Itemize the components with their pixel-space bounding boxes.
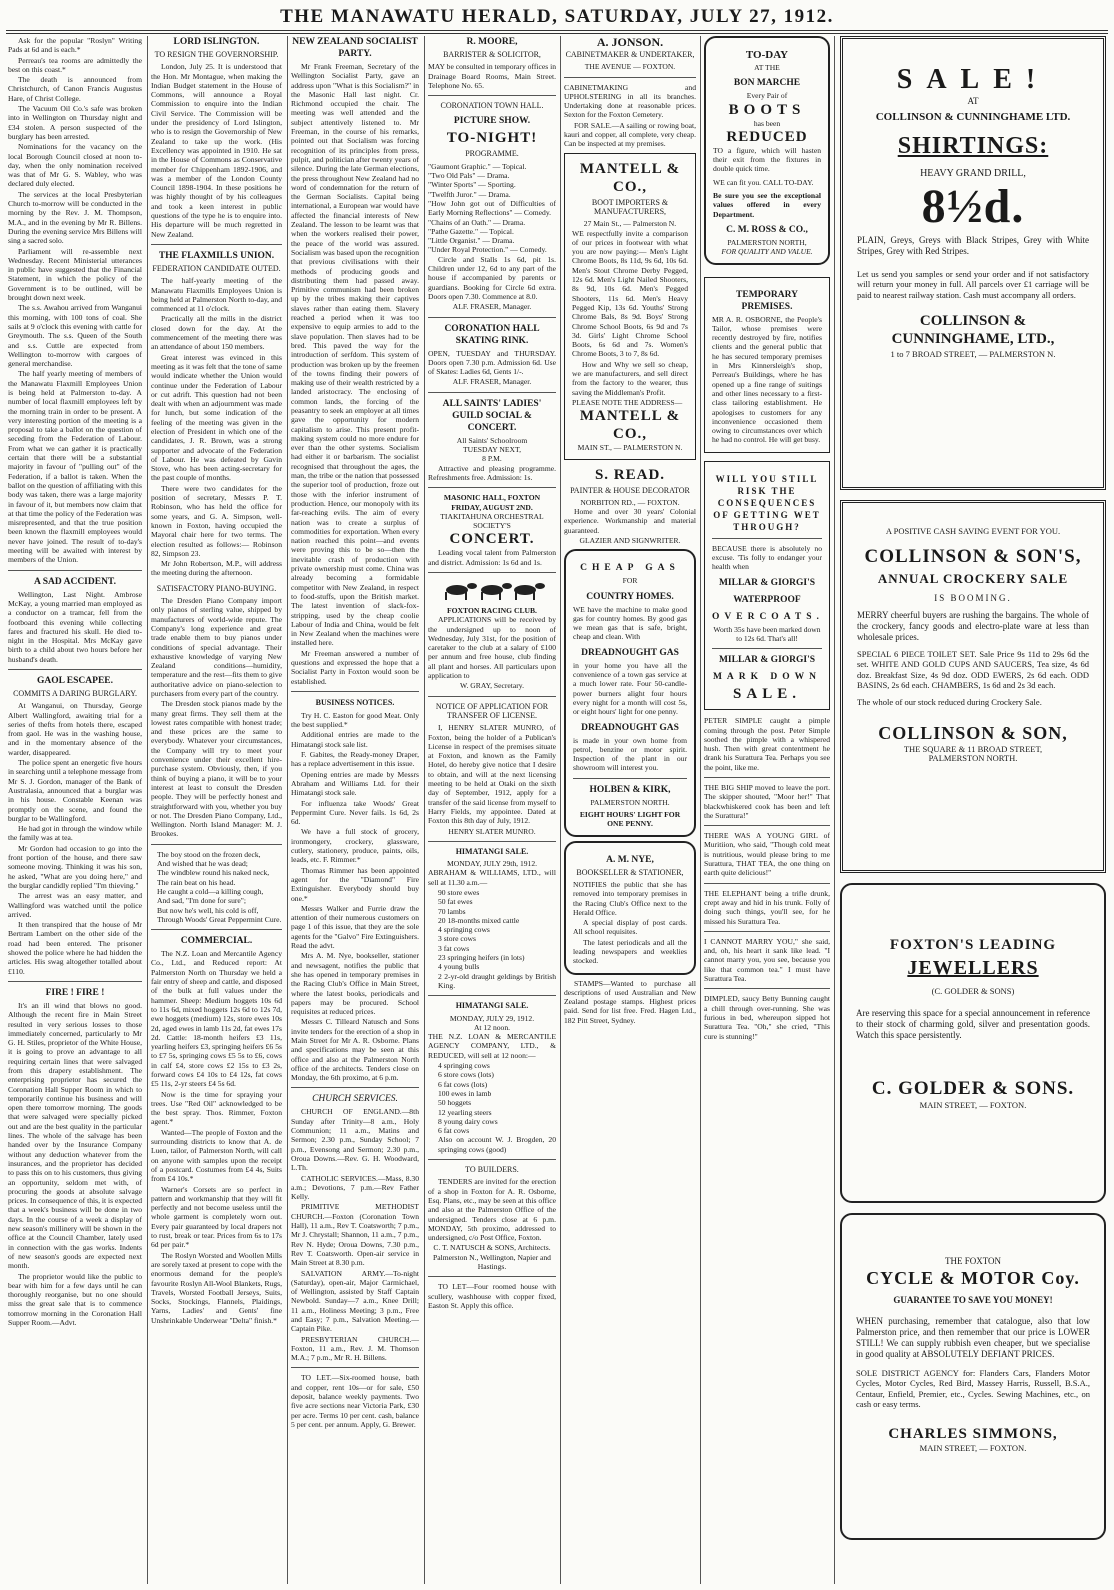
separator [573,778,687,779]
sale-item: 6 fat cows [438,1126,470,1136]
paragraph: Opening entries are made by Messrs Abraham and Williams Ltd. for their Himatangi stock sale. [291,769,419,798]
ad-crockery-sale: ANNUAL CROCKERY SALE [877,571,1069,587]
sale-item: 12 yearling steers [438,1107,492,1117]
poem-line: But now he's well, his cold is off, [157,905,259,915]
separator [8,981,142,982]
separator [428,696,556,697]
sale-date: MONDAY, JULY 29, 1912. [449,1013,535,1023]
ad-concert-title: CONCERT. [449,531,535,548]
ad-gas-brand-repeat: DREADNOUGHT GAS [581,722,679,733]
separator [704,883,830,884]
ad-social-place: All Saints' Schoolroom [456,435,528,445]
separator [428,841,556,842]
paragraph: The half yearly meeting of members of the Manawatu Flaxmill Employees Union is being held at Palmerston to-day. A number of local flaxmill employees left by the morning train in order to be present. A very interesting portion of the meeting is a proposal to take a ballot on the question of seceding from the Federation of Labour. From what we can gather it is practically certain that there will be a substantial majority in favour of "pulling out" of the Federation, if a ballot is taken. When the ballot on the question of affiliating with this body was taken, there was a large majority in favour of it, but members now claim that at that time the policy of the Federation was misrepresented, and that the true position been known the flaxmill employees would never have joined. The result of to-day's meeting will be awaited with interest by members of the Union. [8,369,142,565]
separator [712,538,822,539]
ad-read-footer: GLAZIER AND SIGNWRITER. [579,535,681,545]
paragraph: SOLE DISTRICT AGENCY for: Flanders Cars, Flanders Motor Cycles, Motor Cycles, Red Bird, Massey Harris, Russell, B.S.A., Centaur, Enfield, Premier, etc., Cycles. Sewing Machines, etc., on cash or easy terms. [856,1367,1090,1410]
paragraph: Mrs A. M. Nye, bookseller, stationer and newsagent, notifies the public that she has opened in temporary premises in the Racing Club's Office in Main Street, where the latest books, periodicals and papers may be procured. School requisites at reduced prices. [291,951,419,1017]
ad-concert-society: TIAKITAHUNA ORCHESTRAL SOCIETY'S [440,511,544,531]
ad-moore-name: R. MOORE, [466,37,518,47]
article-heading: CHURCH SERVICES. [312,1094,398,1105]
ad-racing-title: FOXTON RACING CLUB. [447,605,537,615]
ad-sale-at: AT [967,96,979,106]
paragraph: F. Gabites, the Ready-money Draper, has a replace advertisement in this issue. [291,750,419,769]
ad-temp-title: TEMPORARY PREMISES. [736,289,798,312]
paragraph: Messrs Walker and Furrie draw the attention of their numerous customers on page 1 of this issue, that they are the sole agents for the "Galvo" Fire Extinguishers. Read the advt. [291,903,419,951]
ad-firm-address: 1 to 7 BROAD STREET, — PALMERSTON N. [890,349,1056,360]
ad-millar-name-repeat: MILLAR & GIORGI'S [718,655,816,666]
sale-title: HIMATANGI SALE. [455,1001,529,1011]
paragraph: APPLICATIONS will be received by the undersigned up to noon of Wednesday, July 31st, for the position of caretaker to the club at a salary of £100 per annum and free house, club finding all plant and horses. All particulars upon application to [428,615,556,681]
ad-shirtings: SHIRTINGS: [897,133,1049,160]
ad-jonson-address: THE AVENUE — FOXTON. [584,62,676,72]
article-subheading: FEDERATION CANDIDATE OUTED. [152,263,281,273]
masthead-rule [6,30,1108,31]
paragraph: For influenza take Woods' Great Peppermint Cure. Never fails. 1s 6d, 2s 6d. [291,798,419,827]
separator [704,777,830,778]
paragraph: PRIMITIVE METHODIST CHURCH.—Foxton (Coronation Town Hall), 11 a.m., Rev T. Coatsworth; 7 p.m., Mr J. Chrystall; Shannon, 11 a.m., 7 p.m., Rev N. Hyde; Oroua Downs, 7.30 p.m., Rev T. Coatsworth. Open-air service in Main Street at 8.30 p.m. [291,1202,419,1268]
paragraph: The s.s. Awahou arrived from Wanganui this morning, with 100 tons of coal. She sails at 9 o'clock this evening with cattle for Greymouth. The s.s. Queen of the South and s.s. Cuttle are expected from Wellington to-morrow with cargoes of general merchandise. [8,303,142,369]
programme-item: "Winter Sports" — Sporting. [428,180,516,190]
article-heading: THE FLAXMILLS UNION. [158,250,275,261]
ad-holben-address: PALMERSTON NORTH. [590,797,670,807]
separator [8,570,142,571]
ad-read-address: NORBITON RD., — FOXTON. [580,497,680,507]
programme-item: "How John got out of Difficulties of Early Morning Reflections" — Comedy. [428,198,556,218]
ad-golder-jewellers: JEWELLERS [907,957,1039,979]
paragraph: He had got in through the window while the family was at tea. [8,824,142,843]
paragraph: Warner's Corsets are so perfect in pattern and workmanship that they will fit perfectly and not become useless until the whole garment is completely worn out. Every pair guaranteed by local drapers not to rust, break or tear. Prices from 6s to 17s 6d per pair.* [151,1184,282,1250]
ad-concert-venue: MASONIC HALL, FOXTON FRIDAY, AUGUST 2ND. [443,493,541,512]
ad-ross-address: PALMERSTON NORTH, [727,237,807,247]
ad-ross-name: C. M. ROSS & CO., [726,224,808,235]
classified-ad: STAMPS—Wanted to purchase all descriptions of used Australian and New Zealand postage stamps. Highest prices paid. Send for list free. Fred. Hagen Ltd., 182 Pitt Street, Sydney. [564,978,696,1025]
paragraph: The police spent an energetic five hours in searching until a telephone message from Mr S. J. Gordon, manager of the Bank of Australasia, announced that a burglar was in his house. Constable Keenan was promptly on the scene, and found the burglar to be Wallingford. [8,758,142,823]
ad-millar-name: MILLAR & GIORGI'S [718,577,816,588]
separator [291,1087,419,1088]
separator [428,995,556,996]
ad-ross-tagline: FOR QUALITY AND VALUE. [721,247,813,257]
ad-cycle-motor [840,1213,1106,1540]
paragraph: The N.Z. Loan and Mercantile Agency Co., Ltd., and Reduced report: At Palmerston North on Thursday we held a fair entry of sheep and cattle, and disposed of the bulk at full values under the hammer. Sheep: Medium hoggets 10s 6d to 11s 6d, mixed hoggets 12s 6d to 12s 7d, ewe hoggets (medium) 12s, store ewes 10s 2d, aged ewes in lamb 11s 2d, fat ewes 17s 2d. Cattle: 18-month heifers £3 11s, yearling heifers £3, springing heifers £6 5s to £7 5s, springing cows £5 5s to £6, cows in calf £4, store cows £2 15s to £3 2s, forward cows £4 10s to £4 12s, fat cows £5 11s, 2-yr steers £4 5s 6d. [151,949,282,1089]
column-6 [704,36,830,1584]
paragraph: WHEN purchasing, remember that catalogue, also that low Palmerston price, and then remember that our price is LOWER STILL! We can supply rubbish even cheaper, but we specialise in good quality at ABSOLUTELY DEFIANT PRICES. [856,1315,1090,1359]
article-heading: BUSINESS NOTICES. [315,697,395,707]
paragraph: Thomas Rimmer has been appointed agent for the "Diamond" Fire Extinguisher. Everybody should buy one.* [291,865,419,903]
ad-social-time: 8 P.M. [482,454,502,464]
ad-booming: IS BOOMING. [934,593,1012,604]
programme-item: "Twelfth Juror." — Drama. [428,189,511,199]
paragraph: WE have the machine to make good gas for country homes. By good gas we mean gas that is safe, bright, cheap and clean. With [573,604,687,642]
separator [712,648,822,649]
separator [428,317,556,318]
paragraph: The proprietor would like the public to bear with him for a few days until he can thoroughly reorganise, but no one should miss the great sale that is to commence tomorrow morning in the Coronation Hall Supper Room.—Advt. [8,1271,142,1327]
sale-item: 23 springing heifers (in lots) [438,953,525,963]
paragraph: Ask for the popular "Roslyn" Writing Pads at 6d and is each.* [8,36,142,55]
separator [291,1367,419,1368]
ad-cycle-name: CYCLE & MOTOR Coy. [866,1268,1080,1289]
column-5 [564,36,696,1584]
paragraph: Home and over 30 years' Colonial experience. Workmanship and material guaranteed. [564,507,696,535]
paragraph: PRESBYTERIAN CHURCH.—Foxton, 11 a.m., Rev. J. M. Thomson M.A.; 7 p.m., Mr R. H. Billens. [291,1334,419,1363]
paragraph: WE can fit you. CALL TO-DAY. [713,177,814,187]
ad-millar-headline: WILL YOU STILL RISK THE CONSEQUENCES OF GETTING WET THROUGH? [713,473,821,532]
sale-item: 70 lambs [438,906,466,916]
notice-title: NOTICE OF APPLICATION FOR TRANSFER OF LICENSE. [435,701,549,720]
paragraph: is made in your own home from petrol, benzine or motor spirit. Inspection of the plant in our showroom will interest you. [573,735,687,773]
ad-cs-name: COLLINSON & SON'S, [864,546,1082,568]
programme-item: "Chains of an Oath." — Drama. [428,217,526,227]
sale-date: MONDAY, JULY 29th, 1912. [446,859,538,869]
paragraph: I, HENRY SLATER MUNRO, of Foxton, being the holder of a Publican's License in respect of the premises situate at Foxton, and known as the Family Hotel, do hereby give notice that I desire to obtain, and will at the next licensing meeting to be held at Otaki on the sixth day of September, 1912, apply for a transfer of the said license from myself to Harry Fields, my appointee. Dated at Foxton this 8th day of July, 1912. [428,723,556,826]
paragraph: Be sure you see the exceptional values offered in every Department. [713,191,821,219]
article-heading: A SAD ACCIDENT. [34,576,116,587]
programme-list [428,162,556,255]
paragraph: CABINETMAKING and UPHOLSTERING in all its branches. Undertaking done at reasonable prices. Sexton for the Foxton Cemetery. [564,82,696,120]
ad-sale-title: SALE! [896,64,1050,95]
ad-cheap-gas [564,549,696,836]
paragraph: Mr Freeman answered a number of questions and expressed the hope that a Socialist Party in Foxton would soon be established. [291,648,419,686]
paragraph: Mr Frank Freeman, Secretary of the Wellington Socialist Party, gave an address upon "What is this Socialism?" in the Masonic Hall last night. Cr. Richmond occupied the chair. The meeting was well attended and the subject attentively listened to. Mr Freeman, in the course of his remarks, pointed out that Socialism was forcing recognition of its principles from press, pulpit, and politician after twenty years of silence. During the late German elections, the press throughout New Zealand had no word of condemnation for the return of the German Socialists. Capital being international, a European war would have affected the financial interests of New Zealand. The lesson to be learnt was that when the workers realised their power, the peace of the world was assured. Socialism was based upon the recognition that previous civilisations with their methods of producing goods and distributing them had passed away. Primitive communism had been broken up by the tribes making their captives slaves rather than eating them. Slavery reached a period when it was too expensive to equip armies to add to the slave population. Then slaves had to be bred. This paved the way for the introduction of serfdom. This system of production was broken up by the freemen of the towns finding their powers of making use of their wealth restricted by a landed aristocracy. The enclosing of common lands, the forcing of the peasantry to seek an employer at all times gave the opportunity for modern capitalism to arise. This present profit-making system could no more endure for ever than the other systems. Socialism had either it or barbarism. The socialist recognised that throughout the ages, the man, the tribe or the nation that possessed the superior tool of production, froze out those with the inferior instrument of production. Hence, our monopoly with its far-reaching evils. The aim of every nation was to create a surplus of commodities for exportation. When every nation reached this point—and events were proving this to be so—then the inevitable crash of production with private ownership must come. China was already becoming a formidable competitor with New Zealand, in respect to food-stuffs, upon the British market. The latest invention of slack-fox-stripping, used by the cheap coolie Labour of India and China, would be felt in New Zealand when the machines were installed here. [291,62,419,648]
ad-millar-giorgi [704,461,830,710]
article-subheading: TO RESIGN THE GOVERNORSHIP. [154,50,279,59]
column-divider [560,36,561,1584]
article-subheading: SATISFACTORY PIANO-BUYING. [156,583,277,593]
ad-read-name: S. READ. [594,466,666,483]
ad-golder-firm: (C. GOLDER & SONS) [931,986,1015,996]
ad-cs-name-repeat: COLLINSON & SON, [878,723,1068,744]
sale-item: 2 2-yr-old draught geldings by British King. [438,971,556,990]
ad-cs-city: PALMERSTON NORTH. [928,753,1018,764]
ad-moore-role: BARRISTER & SOLICITOR, [443,50,541,59]
poem-line: The rain beat on his head. [157,877,236,887]
classified-ad: TO LET—Four roomed house with scullery, washhouse with copper fixed, Easton St. Apply this office. [428,1282,556,1310]
separator [428,1159,556,1160]
column-2 [151,36,282,1584]
paragraph: Wellington, Last Night. Ambrose McKay, a young married man employed as a conductor on a tramcar, fell from the footboard this evening while collecting fares and fractured his skull. He died to-night in the Hospital. Mrs McKay gave birth to a child about two hours before her husband's death. [8,589,142,664]
signature: W. GRAY, Secretary. [460,681,524,691]
paragraph: The half-yearly meeting of the Manawatu Flaxmills Employees Union is being held at Palmerston North to-day, and commenced at 11 o'clock. [151,276,282,314]
paragraph: TENDERS are invited for the erection of a shop in Foxton for A. R. Osborne, Esq. Plans, etc., may be seen at this office and also at the Palmerston Office of the undersigned. Tenders close at 6 p.m. MONDAY, 5th proximo, addressed to undersigned, c/o Post Office, Foxton. [428,1177,556,1243]
ad-simmons-address: MAIN STREET, — FOXTON. [919,1442,1027,1453]
paragraph: It's an ill wind that blows no good. Although the recent fire in Main Street resulted in very serious losses to those immediately concerned, particularly to Mr G. H. Stiles, proprietor of the White House, it is going to prove an advantage to all requiring certain lines that were salvaged from this drapery establishment. The enterprising proprietor has secured the Coronation Hall Supper Room in which to temporarily continue his business and will open there tomorrow morning. The goods that were salvaged were specially picked out and are the best quality in the particular lines. The whole of the salvage has been handed over by the Insurance Company without any deduction whatever from the insurances, and the proprietor has decided to pass this on to his customers, thus giving an opportunity, seldom met with, of procuring the goods at absolute salvage prices. In consequence of this, it is expected that a week's business will be done in two days. In the course of a week a display of new season's millinery will be shown in the office at the Council Chamber, lately used in connection with the gas works. Indents of new season's goods are expected next month. [8,1000,142,1271]
paragraph: FOR SALE.—A sailing or rowing boat, kauri and copper, all complete, very cheap. Can be inspected at my premises. [564,120,696,149]
paragraph: Worth 35s have been marked down to 12s 6d. That's all! [713,624,821,643]
paragraph: THE N.Z. LOAN & MERCANTILE AGENCY COMPANY, LTD., & REDUCED, will sell at 12 noon:— [428,1032,556,1060]
separator [151,844,282,845]
ad-jonson-role: CABINETMAKER & UNDERTAKER, [565,50,695,59]
column-divider [287,36,288,1584]
ad-golder-name: C. GOLDER & SONS. [871,1078,1075,1100]
ad-mantell-address: 27 Main St., — Palmerston N. [583,219,677,229]
ad-collinson-cunninghame [840,36,1106,490]
column-divider [700,36,701,1584]
sale-item: 6 fat cows (lots) [438,1079,488,1089]
ad-social-title: ALL SAINTS' LADIES' GUILD SOCIAL & CONCERT. [442,398,542,433]
separator [151,244,282,245]
notice-title: TO BUILDERS. [465,1165,519,1175]
address: Palmerston N., Wellington, Napier and Hastings. [433,1252,551,1271]
ad-simmons-name: CHARLES SIMMONS, [888,1425,1058,1442]
paragraph: OPEN, TUESDAY and THURSDAY. Doors open 7.30 p.m. Admission 6d. Use of Skates: Ladies 6d, Gents 1/-. [428,348,556,377]
paragraph: Mr Gordon had occasion to go into the front portion of the house, and there saw someone moving. Thinking it was his son, he asked, "What are you doing here," and the burglar candidly replied "I'm thieving." [8,843,142,890]
separator [428,1276,556,1277]
sale-item: Also on account W. J. Brogden, 20 springing cows (good) [438,1135,556,1154]
column-7 [840,36,1106,1584]
masthead: THE MANAWATU HERALD, SATURDAY, JULY 27, 1912. [280,6,834,27]
sale-item: 6 store cows (lots) [438,1070,494,1080]
separator [428,95,556,96]
paragraph: CATHOLIC SERVICES.—Mass, 8.30 a.m.; Devotions, 7 p.m.—Rev Father Kelly. [291,1173,419,1202]
paragraph: The Dresden Piano Company import only pianos of sterling value, shipped by manufacturers of world-wide repute. The Company's long experience and great trade enable them to buy pianos under conditions of special advantage. Their exhaustive knowledge of varying New Zealand conditions—humidity, temperature and the rest—fits them to give authoritative advice on piano-selection to purchasers from every part of the country. [151,596,282,698]
column-divider [834,36,835,1584]
surattura-jingles [704,716,830,1041]
paragraph: Let us send you samples or send your order and if not satisfactory will return your money in full. All parcels over £1 carriage will be paid to nearest railway station. Cash must accompany all orders. [857,268,1089,300]
paragraph: How and Why we sell so cheap, we are manufacturers, and sell direct from the factory to the wearer, thus saving the Middleman's Profit. [572,359,688,397]
paragraph: Practically all the mills in the district closed down for the day. At the commencement of the meeting there was an attendance of about 150 members. [151,314,282,352]
paragraph: We have a full stock of grocery, ironmongery, crockery, glassware, cutlery, stationery, produce, paints, oils, leads, etc. F. Rimmer.* [291,827,419,865]
ad-bon-reduced: REDUCED [726,128,808,145]
ad-bon-atthe: AT THE [754,63,780,72]
separator [151,929,282,930]
ad-jonson-name: A. JONSON. [596,36,664,49]
column-1 [8,36,142,1584]
ad-nye-role: BOOKSELLER & STATIONER, [576,867,684,877]
paragraph: WE respectfully invite a comparison of our prices in footwear with what you are now paying:— Men's Light Chrome Boots, 8s 11d, 9s 6d, 10s 6d. Men's Stout Chrome Derby Pegged, 12s 6d. Men's Light Nailed Shooters, 8s 9d, 10s 6d. Men's Pegged Shooters, 11s 6d. Men's Heavy Pegged Kip, 13s 6d. Youths' Strong Chrome Bals, 8s 9d. Boys' Strong Chrome School Boots, 6s 9d and 7s 3d. Girls' Light Chrome School Boots, 6s 6d and 7s. Women's Chrome Boots, 3 to 7, 8s 6d. [572,228,688,359]
sale-item: 20 18-months mixed cattle [438,915,520,925]
news-briefs [8,36,142,565]
ad-cycle-the: THE FOXTON [944,1256,1002,1266]
ad-cash-event: A POSITIVE CASH SAVING EVENT FOR YOU. [885,526,1061,536]
article-subheading: COMMITS A DARING BURGLARY. [13,689,137,698]
ad-gas-for: FOR [622,576,638,586]
sale-title: HIMATANGI SALE. [455,846,529,856]
ad-drill: HEAVY GRAND DRILL, [920,168,1026,180]
poem [151,850,282,924]
sale-item: 100 ewes in lamb [438,1088,492,1098]
ad-bon-marche [704,36,830,265]
paragraph: ABRAHAM & WILLIAMS, LTD., will sell at 11.30 a.m.— [428,868,556,887]
ad-cycle-guarantee: GUARANTEE TO SAVE YOU MONEY! [893,1295,1053,1306]
poem-line: And sad, "I'm done for sure"; [157,896,246,906]
separator [8,669,142,670]
paragraph: MERRY cheerful buyers are rushing the bargains. The whole of the crockery, fancy goods and electro-plate ware at less than wholesale prices. [857,609,1089,642]
ad-bon-boots: BOOTS [728,101,806,118]
ad-mantell-address-repeat: MAIN ST., — PALMERSTON N. [577,443,683,453]
ad-holben-tagline: EIGHT HOURS' LIGHT FOR ONE PENNY. [579,810,681,829]
ad-mantell-name: MANTELL & CO., [579,160,681,195]
paragraph: The latest periodicals and all the leading newspapers and weeklies stocked. [573,937,687,966]
poem-line: He caught a cold—a killing cough, [157,886,264,896]
separator [564,77,696,78]
sale-item: 4 springing cows [438,925,490,935]
paragraph: Perreau's tea rooms are admittedly the best on this coast.* [8,55,142,74]
sale-item: 3 store cows [438,934,476,944]
jingle: PETER SIMPLE caught a pimple coming through the post. Peter Simple soothed the pimple with a whispered hush. Then with great contentment he drank his Surattura Tea. Perhaps you see the point, like me. [704,716,830,772]
jingle: DIMPLED, saucy Betty Bunning caught a chill through over-running. She was furious in bed, whereupon sipped hot Surattura Tea. "Oh," she cried, "This cure is stunning!" [704,994,830,1041]
sale-item: 4 springing cows [438,1061,490,1071]
ad-golder-leading: FOXTON'S LEADING [889,937,1057,953]
paragraph: The services at the local Presbyterian Church to-morrow will be conducted in the morning by the Rev. J. M. Thompson, M.A., and in the evening by Mr R. Billens. During the evening service Mrs Billens will sing a sacred solo. [8,189,142,246]
paragraph: Wanted—The people of Foxton and the surrounding districts to know that A. de Luen, tailor, of Palmerston North, will call on anyone with samples upon the receipt of a postcard. Costumes from £4 4s, Suits from £4 10s.* [151,1127,282,1184]
sale-item: 3 fat cows [438,943,470,953]
column-4 [428,36,556,1584]
ad-bon-today: TO-DAY [745,49,789,61]
masthead-rule-2 [6,33,1108,34]
paragraph: Leading vocal talent from Palmerston and district. Admission: 1s 6d and 1s. [428,548,556,567]
ad-gas-brand: DREADNOUGHT GAS [581,647,679,658]
paragraph: in your home you have all the convenience of a town gas service at a much lower rate. Four 50-candle-power burners alight four hours every night for a month will cost 5s, or eight hours' light for one penny. [573,660,687,717]
jingle: I CANNOT MARRY YOU," she said, and, oh, his heart it sank like lead. "I cannot marry you, you see, because you like that common tea." I must have Surattura Tea. [704,936,830,984]
ad-bon-every: Every Pair of [746,91,788,101]
ad-millar-overcoats: OVERCOATS. [712,611,824,622]
paragraph: The Roslyn Worsted and Woollen Mills are sorely taxed at present to cope with the enormous demand for the people's favourite Roslyn All-Wool Blankets, Rugs, Travels, Worsted Football Jerseys, Suits, Socks, Stockings, Flannels, Plaidings, Yarns, Ladies' and Gents' fine Unshrinkable Underwear "Delta" finish.* [151,1250,282,1325]
signature: ALF. FRASER, Manager. [452,377,532,387]
paragraph: London, July 25. It is understood that the Hon. Mr Montague, when making the Indian Budget statement in the House of Commons, will announce a Royal Commission to enquire into the Indian Civil Service. The Commission will be under the presidency of Lord Islington, who is to resign the Governorship of New Zealand to take up the work. (His Excellency was appointed in 1910. He sat in the House of Commons as Conservative member for Chippenham 1892-1906, and was a member of the London County Council 1898-1904. In these positions he was highly thought of by his colleagues and took a keen interest in public questions of the type he is to enquire into. His departure will be much regretted in New Zealand. [151,62,282,239]
sale-item: 90 store ewes [438,888,480,897]
paragraph: TO a figure, which will hasten their exit from the fixtures in double quick time. [713,145,821,174]
ad-temporary-premises [704,277,830,453]
sale-item: 4 young bulls [438,962,480,972]
paragraph: Parliament will re-assemble next Wednesday. Recent Ministerial utterances in public have suggested that the Financial Statement, in which the policy of the Government is to be outlined, will be brought down next week. [8,246,142,303]
paragraph: BECAUSE there is absolutely no excuse. 'Tis folly to endanger your health when [712,543,822,572]
paragraph: It then transpired that the house of Mr Bertram Lambert on the other side of the road had been entered. The prisoner showed the police where he had hidden the articles. His swag altogether totalled about £110. [8,920,142,976]
ad-millar-waterproof: WATERPROOF [733,594,801,605]
ad-millar-sale: SALE. [733,686,801,703]
paragraph: A special display of post cards. All school requisites. [573,918,687,937]
sale-list [428,888,556,990]
ad-golder-address: MAIN STREET, — FOXTON. [919,1100,1027,1111]
ad-picture-tonight: TO-NIGHT! [446,130,538,147]
poem-line: Through Woods' Great Peppermint Cure. [157,914,282,924]
ad-social-date: TUESDAY NEXT, [463,445,521,455]
paragraph: PLAIN, Greys, Greys with Black Stripes, Grey with White Stripes, Grey with Red Stripes. [857,234,1089,256]
paragraph: Circle and Stalls 1s 6d, pit 1s. Children under 12, 6d to any part of the house if accompanied by parents or guardians. Booking for Circle 6d extra. Doors open 7.30. Commence at 8.0. [428,254,556,301]
column-3 [291,36,419,1584]
programme-item: "Pathe Gazette." — Topical. [428,226,514,236]
column-divider [424,36,425,1584]
paragraph: Great interest was evinced in this meeting as it was felt that the tone of same would indicate whether the Union would continue under the Federation of Labour or cut adrift. This question had not been dealt with when an adjournment was made for lunch, but some indication of the feeling of the meeting was given in the election of President in which one of the candidates, J. R. Brown, was a strong supporter and advocate of the Federation of Labour. He was defeated by Gavin Stove, who has been acting-secretary for the past couple of months. [151,352,282,483]
ad-mantell [564,153,696,460]
paragraph: The death is announced from Christchurch, of Canon Francis Augustus Hare, of Christ College. [8,75,142,103]
programme-item: "Gaumont Graphic." — Topical. [428,161,527,171]
paragraph: Try H. C. Easton for good Meat. Only the best supplied.* [291,710,419,730]
article-heading: COMMERCIAL. [180,936,253,947]
separator [704,931,830,932]
poem-line: The windblew round his naked neck, [157,868,270,878]
ad-nye-name: A. M. NYE, [606,854,654,865]
paragraph: Messrs C. Tilleard Natusch and Sons invite tenders for the erection of a shop in Main Street for Mr A. R. Osborne. Plans and specifications may be seen at this office and also at the Palmerston North office of the architects. Tenders close on Monday, the 6th proximo, at 6 p.m. [291,1017,419,1083]
paragraph: At Wanganui, on Thursday, George Albert Wallingford, awaiting trial for a series of thefts from hotels there, escaped from gaol. He was in the washing house, and in the momentary absence of the warder, disappeared. [8,701,142,757]
column-divider [147,36,148,1584]
ad-collinson-son [840,500,1106,873]
ad-bon-hasbeen: has been [753,118,781,128]
paragraph: The Dresden stock pianos made by the many great firms. They sell them at the lowest rates compatible with honest trade; and these prices are the same to everybody. Whatever your circumstances, the Company will try to meet your convenience under their excellent hire-purchase system. Obviously, then, if you think of buying a piano, it will be to your interest at least to consult the Dresden people. They will be perfectly honest and straightforward with you, whether you buy or not. The Dresden Piano Company, Ltd., Wellington. North Island Manager: M. J. Brookes. [151,699,282,839]
paragraph: The Vacuum Oil Co.'s safe was broken into in Wellington on Thursday night and £34 stolen. A person suspected of the burglary has been arrested. [8,104,142,141]
ad-moore-body: MAY be consulted in temporary offices in Drainage Board Rooms, Main Street. Telephone No. 65. [428,62,556,90]
jingle: THE ELEPHANT being a trifle drunk, crept away and hid in his trunk. Folly of doing such things, you'll see, for he missed his Surattura Tea. [704,888,830,926]
paragraph: CHURCH OF ENGLAND.—8th Sunday after Trinity—8 a.m., Holy Communion; 11 a.m., Matins and Sermon; 2.30 p.m., Sunday School; 7 p.m., Evensong and Sermon; 2.30 p.m., Oroua Downs.—Rev. G. H. Woodward, L.Th. [291,1107,419,1173]
paragraph: MR A. R. OSBORNE, the People's Tailor, whose premises were recently destroyed by fire, notifies clients and the general public that he has secured temporary premises in Mrs Kinnersleigh's shop, Perreau's Buildings, where he has opened up a fine range of suitings and other lines necessary to a first-class tailoring establishment. He apologises to customers for any inconvenience occasioned them owing to circumstances over which he had no control. He will get busy. [712,314,822,445]
ad-picture-heading: PICTURE SHOW. [453,116,531,127]
separator [704,825,830,826]
paragraph: NOTIFIES the public that she has removed into temporary premises in the Racing Club's Office next to the Herald Office. [573,879,687,917]
ad-mantell-role: BOOT IMPORTERS & MANUFACTURERS, [591,197,669,216]
ad-sale-firm: COLLINSON & CUNNINGHAME LTD. [875,111,1071,124]
programme-item: "Under Royal Protection." — Comedy. [428,245,547,255]
signature: ALF. FRASER, Manager. [452,302,532,312]
separator [704,988,830,989]
sale-time: At 12 noon. [473,1022,511,1032]
ad-golder [840,883,1106,1203]
poem-line: The boy stood on the frozen deck, [157,849,261,859]
ad-bon-name: BON MARCHE [733,78,801,89]
ad-holben-name: HOLBEN & KIRK, [589,784,671,795]
sale-list [428,1061,556,1154]
paragraph: There were two candidates for the position of secretary, Messrs P. T. Robinson, who has held the office for some years, and G. A. Simpson, well-known in Foxton, having occupied the Mayoral chair here for two terms. The election resulted as follows:— Robinson 82, Simpson 23. [151,483,282,558]
ad-gas-title: CHEAP GAS [580,563,680,574]
poem-line: And wished that he was dead; [157,859,248,869]
programme-item: "Little Organist." — Drama. [428,236,515,246]
paragraph: The whole of our stock reduced during Crockery Sale. [857,696,1042,707]
ad-picture-programme: PROGRAMME. [465,149,519,159]
ad-cs-address: THE SQUARE & 11 BROAD STREET, [903,744,1043,755]
racehorses-illustration [437,578,547,602]
ad-firm-name: COLLINSON & CUNNINGHAME, LTD., [891,313,1055,348]
ad-nye [564,841,696,975]
ad-price: 8½d. [921,179,1025,233]
paragraph: Now is the time for spraying your trees. Use "Red Oil" acknowledged to be the best spray. Thos. Rimmer, Foxton agent.* [151,1089,282,1127]
article-heading: FIRE ! FIRE ! [45,987,105,998]
paragraph: Additional entries are made to the Himatangi stock sale list. [291,730,419,749]
ad-read-role: PAINTER & HOUSE DECORATOR [570,485,690,495]
classified-ad: TO LET.—Six-roomed house, bath and copper, rent 10s—or for sale, £50 deposit, balance weekly payments. Two five acre sections near Victoria Park, £30 per acre. Terms 10 per cent. cash, balance 5 per cent. per annum. Apply, G. Brewer. [291,1373,419,1429]
article-heading: NEW ZEALAND SOCIALIST PARTY. [292,37,418,59]
paragraph: SPECIAL 6 PIECE TOILET SET. Sale Price 9s 11d to 29s 6d the set. WHITE AND GOLD CUPS AND SAUCERS, Tea size, 4s 6d doz. Breakfast Size, 4s 9d doz. ODD EWERS, 2s 6d each. ODD BASINS, 2s 6d each. CHAMBERS, 1s 6d and 2s 3d each. [857,648,1089,691]
separator [291,691,419,692]
paragraph: Are reserving this space for a special announcement in reference to their stock of charming gold, silver and presentation goods. Watch this space persistently. [856,1008,1090,1041]
paragraph: The arrest was an easy matter, and Wallingford was watched until the police arrived. [8,891,142,919]
article-heading: LORD ISLINGTON. [173,37,260,47]
ad-skating-title: CORONATION HALL SKATING RINK. [444,323,540,346]
separator [428,392,556,393]
ad-millar-markdown: MARK DOWN [712,672,822,683]
separator [428,572,556,573]
paragraph: Nominations for the vacancy on the local Borough Council closed at noon to-day, when the only nomination received was that of Mr G. S. Wabley, who was declared duly elected. [8,142,142,189]
paragraph: SALVATION ARMY.—To-night (Saturday), open-air, Major Carmichael, of Wellington, assisted by Staff Captain Newbold. Sunday—7 a.m., Knee Drill; 11 a.m., Holiness Meeting; 3 p.m., Free and Easy; 7 p.m., Salvation Meeting.—Captain Pike. [291,1268,419,1334]
sale-item: 50 hoggets [438,1098,472,1108]
ad-gas-sub: COUNTRY HOMES. [586,591,674,602]
paragraph: Mr John Robertson, M.P., will address the meeting during the afternoon. [151,559,282,578]
paragraph: Attractive and pleasing programme. Refreshments free. Admission: 1s. [428,463,556,482]
programme-item: "Two Old Pals" — Drama. [428,171,510,181]
ad-picture-venue: CORONATION TOWN HALL. [440,101,544,111]
jingle: THE BIG SHIP moved to leave the port. The skipper shouted, "Moor her!" That blackwhiskered cook has been and left the Surattura!" [704,782,830,820]
sale-item: 8 young dairy cows [438,1116,498,1126]
separator [428,487,556,488]
signature: C. T. NATUSCH & SONS, Architects. [433,1243,551,1253]
ad-mantell-note: PLEASE NOTE THE ADDRESS— [572,397,683,407]
ad-mantell-name-repeat: MANTELL & CO., [579,408,681,443]
jingle: THERE WAS A YOUNG GIRL of Muritiion, who said, "Though cold meat is nutritious, would please bring to me Surattura, THAT TEA, the one thing on earth quite delicious!" [704,831,830,878]
article-heading: GAOL ESCAPEE. [36,676,114,686]
signature: HENRY SLATER MUNRO. [448,826,536,836]
sale-item: 50 fat ewes [438,897,473,907]
